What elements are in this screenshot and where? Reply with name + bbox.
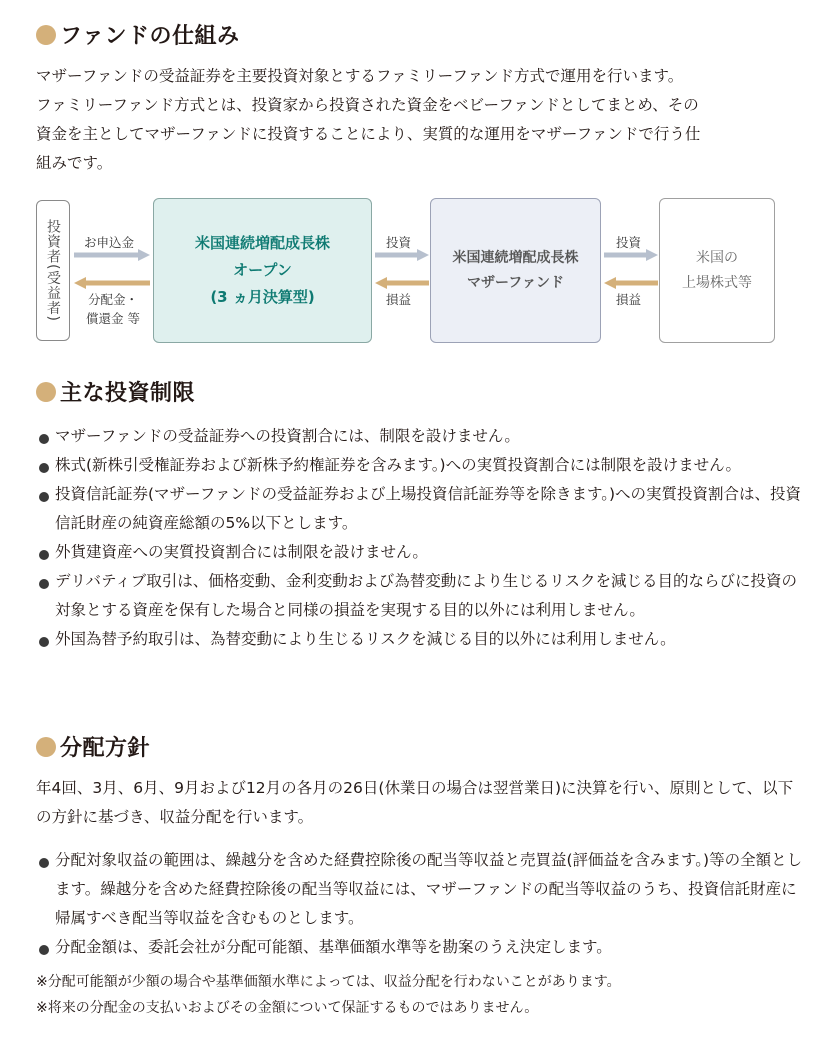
list-item: 外貨建資産への実質投資割合には制限を設けません。 (36, 538, 806, 567)
section-heading-restrictions (36, 376, 195, 407)
restrictions-list (36, 422, 806, 654)
us-stocks-box: 米国の 上場株式等 (659, 198, 775, 343)
arrow-left-icon (602, 276, 660, 290)
investor-box: 投資者(受益者) (36, 200, 70, 341)
paragraph-line: 組みです。 (36, 154, 113, 172)
note-line: ※将来の分配金の支払いおよびその金額について保証するものではありません。 (36, 1000, 539, 1016)
arrow-left-icon (72, 276, 152, 290)
policy-notes (36, 969, 806, 1021)
list-item: 外国為替予約取引は、為替変動により生じるリスクを減じる目的以外には利用しません。 (36, 625, 806, 654)
policy-list (36, 846, 806, 962)
mother-fund-box: 米国連続増配成長株 マザーファンド (430, 198, 601, 343)
profit-loss-label: 損益 (386, 292, 412, 307)
mechanism-paragraph (36, 62, 806, 178)
note-line: ※分配可能額が少額の場合や基準価額水準によっては、収益分配を行わないことがあります。 (36, 974, 621, 990)
list-item: 投資信託証券(マザーファンドの受益証券および上場投資信託証券等を除きます。)への実質投資割合は、投資信託財産の純資産総額の5%以下とします。 (36, 480, 806, 538)
arrow-right-icon (373, 248, 431, 262)
bullet-circle-icon (36, 737, 56, 757)
section-title: ファンドの仕組み (60, 24, 240, 49)
list-item: 分配金額は、委託会社が分配可能額、基準価額水準等を勘案のうえ決定します。 (36, 933, 806, 962)
section-title: 分配方針 (60, 736, 151, 761)
arrow-right-icon (602, 248, 660, 262)
paragraph-line: ファミリーファンド方式とは、投資家から投資された資金をベビーファンドとしてまとめ、その (36, 96, 699, 114)
list-item: デリバティブ取引は、価格変動、金利変動および為替変動により生じるリスクを減じる目的ならびに投資の対象とする資産を保有した場合と同様の損益を実現する目的以外には利用しません。 (36, 567, 806, 625)
invest-label: 投資 (386, 235, 412, 250)
profit-loss-label: 損益 (616, 292, 642, 307)
arrow-right-icon (72, 248, 152, 262)
subscription-label: お申込金 (84, 235, 135, 250)
list-item: マザーファンドの受益証券への投資割合には、制限を設けません。 (36, 422, 806, 451)
list-item: 株式(新株引受権証券および新株予約権証券を含みます。)への実質投資割合には制限を設けません。 (36, 451, 806, 480)
distribution-label: 分配金・ 償還金 等 (86, 292, 140, 326)
section-heading-policy (36, 731, 150, 762)
section-title: 主な投資制限 (60, 381, 196, 406)
bullet-circle-icon (36, 25, 56, 45)
paragraph-line: 資金を主としてマザーファンドに投資することにより、実質的な運用をマザーファンドで行う仕 (36, 125, 701, 143)
bullet-circle-icon (36, 382, 56, 402)
section-heading-mechanism (36, 19, 240, 50)
policy-paragraph: 年4回、3月、6月、9月および12月の各月の26日(休業日の場合は翌営業日)に決算を行い、原則として、以下の方針に基づき、収益分配を行います。 (36, 779, 794, 826)
invest-label: 投資 (616, 235, 642, 250)
list-item: 分配対象収益の範囲は、繰越分を含めた経費控除後の配当等収益と売買益(評価益を含みます。)等の全額とします。繰越分を含めた経費控除後の配当等収益には、マザーファンドの配当等収益のうち、投資信託財産に帰属すべき配当等収益を含むものとします。 (36, 846, 806, 933)
arrow-left-icon (373, 276, 431, 290)
paragraph-line: マザーファンドの受益証券を主要投資対象とするファミリーファンド方式で運用を行います。 (36, 67, 684, 85)
baby-fund-box: 米国連続増配成長株 オープン (3 ヵ月決算型) (153, 198, 372, 343)
